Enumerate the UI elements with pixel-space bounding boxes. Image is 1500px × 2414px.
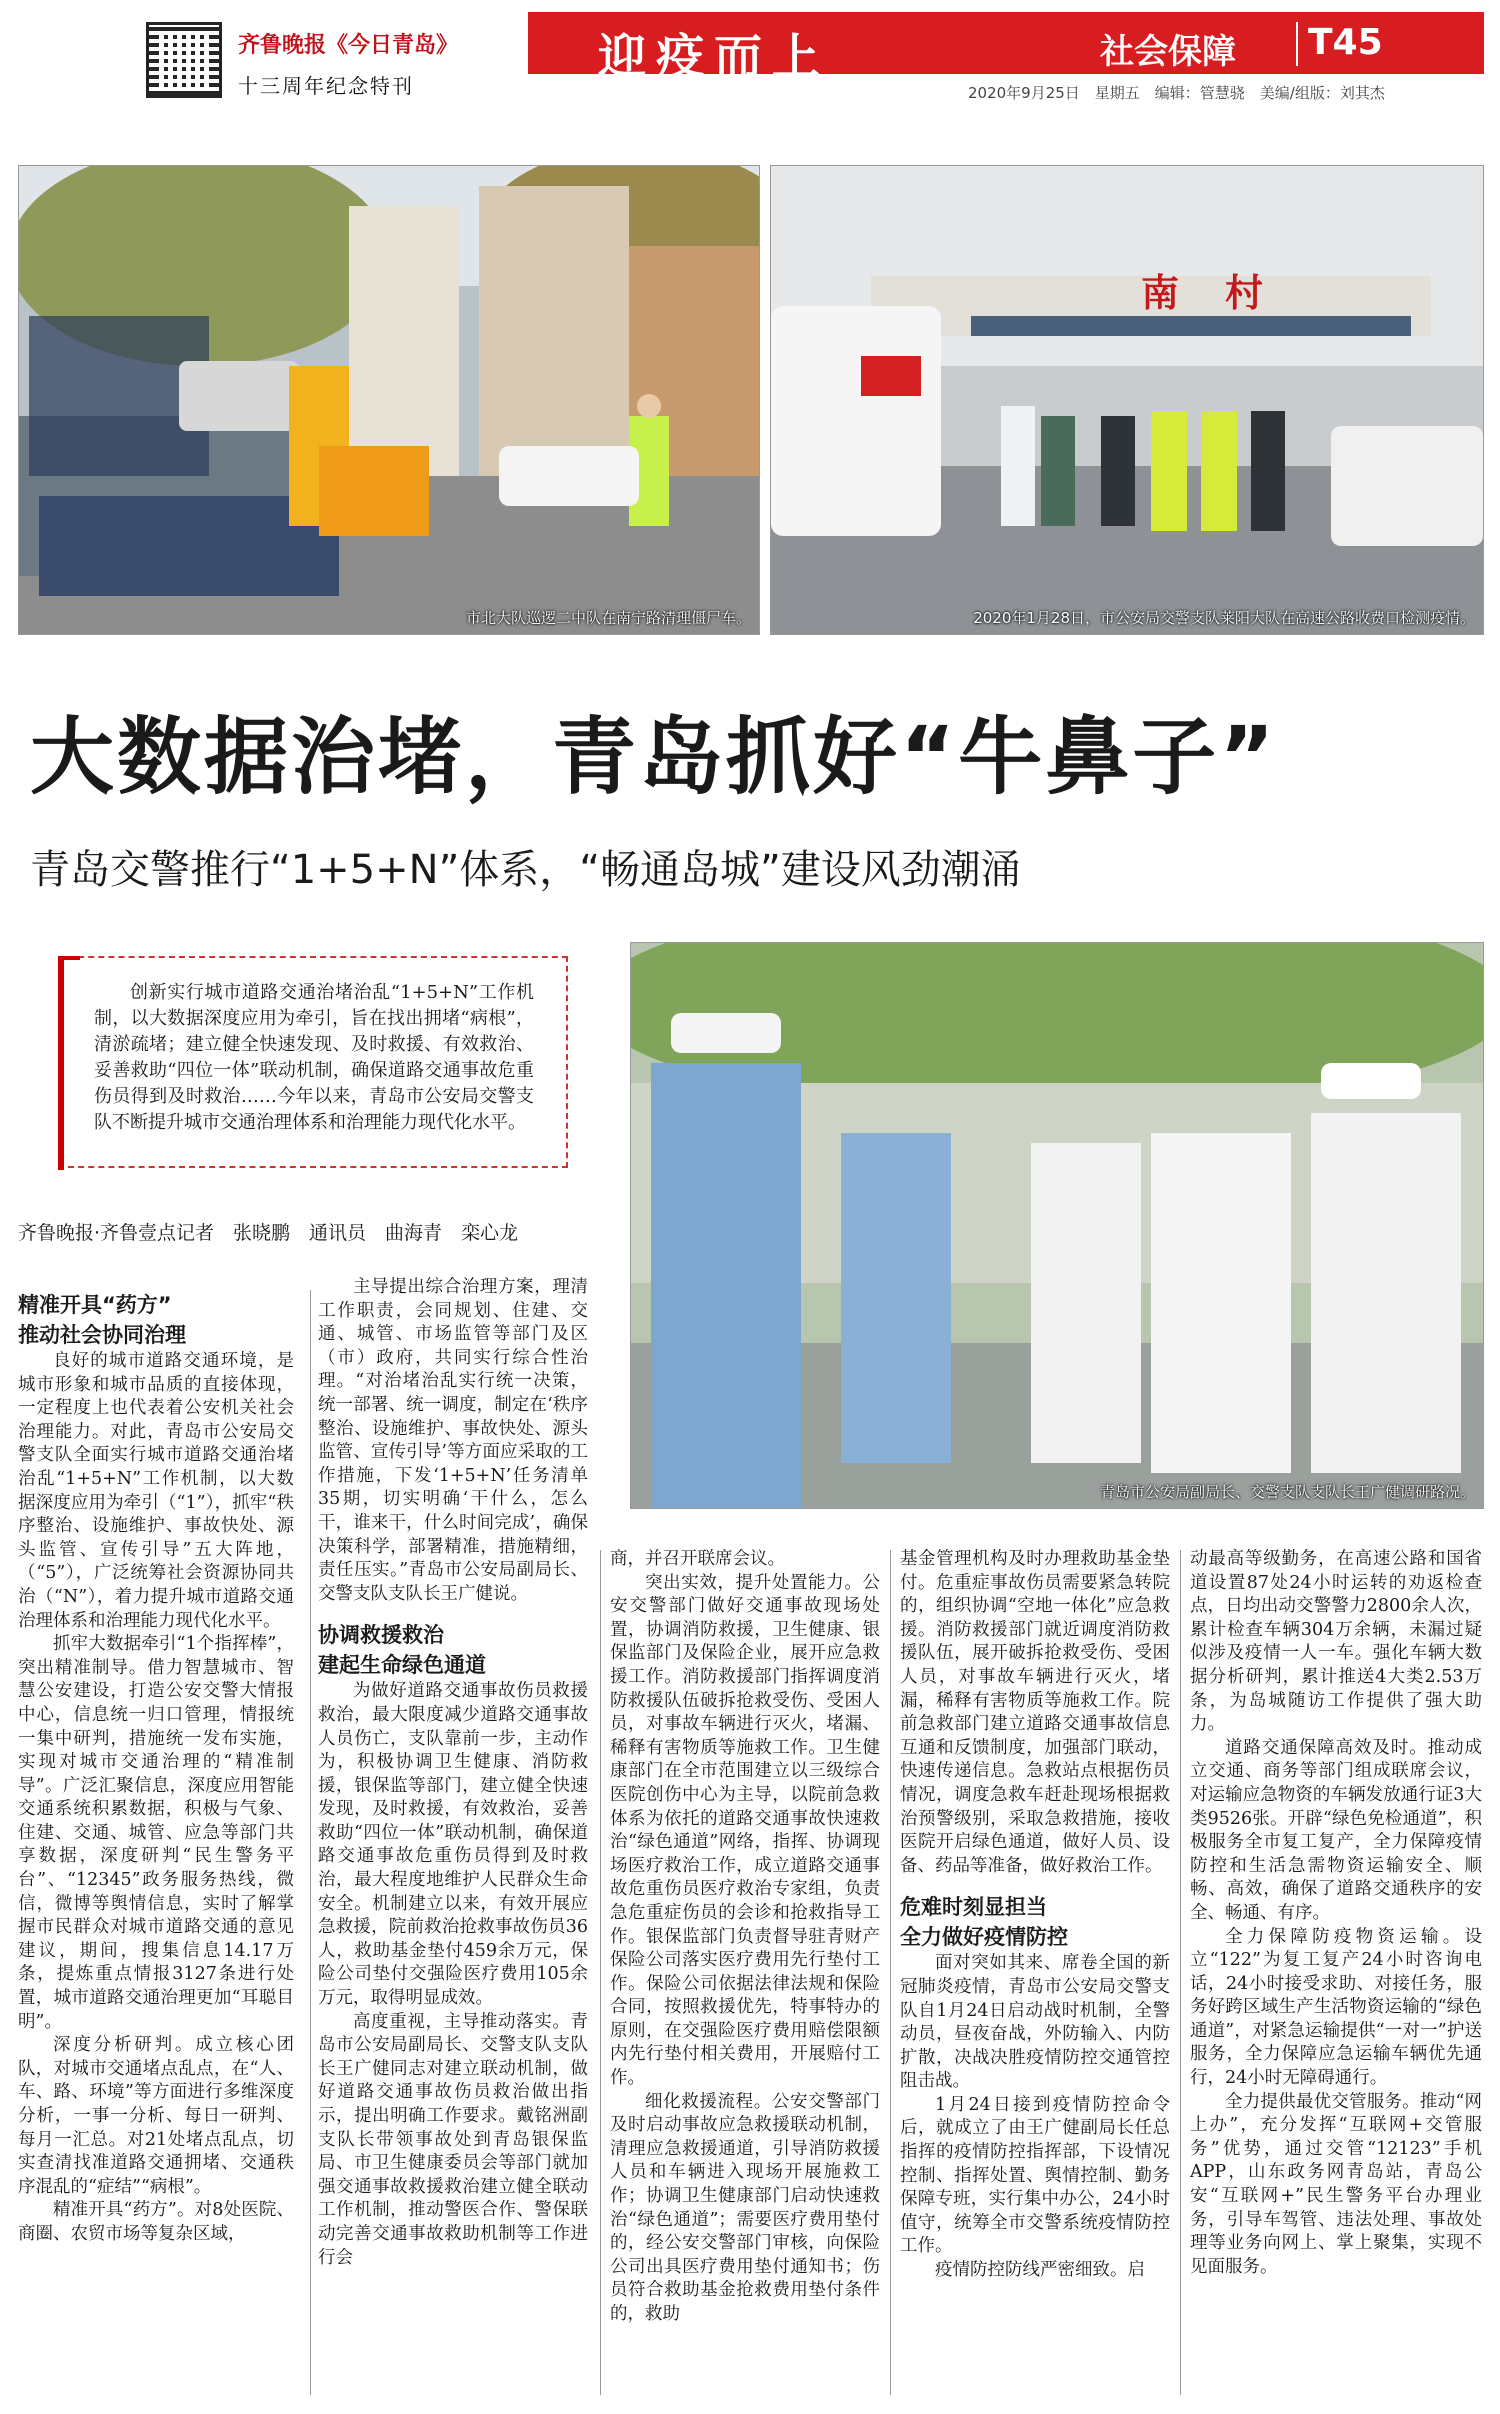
subheadline: 青岛交警推行“1+5+N”体系，“畅通岛城”建设风劲潮涌 (30, 847, 1021, 893)
byline: 齐鲁晚报·齐鲁壹点记者 张晓鹏 通讯员 曲海青 栾心龙 (18, 1222, 519, 1244)
photo-caption-tow: 市北大队巡逻二中队在南宁路清理僵尸车。 (465, 609, 751, 627)
column-rule (310, 1290, 311, 2395)
lead-text: 创新实行城市道路交通治堵治乱“1+5+N”工作机制，以大数据深度应用为牵引，旨在找出拥堵“病根”，清淤疏堵；建立健全快速发现、及时救援、有效救治、妥善救助“四位一体”联动机制，确保道路交通事故危重伤员得到及时救治……今年以来，青岛市公安局交警支队不断提升城市交通治理体系和治理能力现代化水平。 (94, 982, 534, 1133)
lead-box-accent (58, 956, 80, 1170)
article-column-1 (18, 1290, 294, 2400)
photo-officers (630, 942, 1484, 1509)
masthead-left (18, 12, 518, 108)
paragraph: 疫情防控防线严密细致。启 (935, 2260, 1145, 2281)
article-column-3 (610, 1548, 880, 2400)
section-title: 协调救援救治 (318, 1623, 444, 1648)
paragraph: 主导提出综合治理方案，理清工作职责，会同规划、住建、交通、城管、市场监管等部门及区（市）政府，共同实行综合性治理。“对治堵治乱实行统一决策，统一部署、统一调度，制定在‘秩序整治、设施维护、事故快处、源头监管、宣传引导’等方面应采取的工作措施，下发‘1+5+N’任务清单35期，切实明确‘干什么，怎么干，谁来干，什么时间完成’，确保决策科学，部署精准，措施精细，责任压实。”青岛市公安局副局长、交警支队支队长王广健说。 (318, 1277, 588, 1604)
column-rule (600, 1550, 601, 2395)
paragraph: 精准开具“药方”。对8处医院、商圈、农贸市场等复杂区域， (18, 2200, 294, 2244)
paragraph: 抓牢大数据牵引“1个指挥棒”，突出精准制导。借力智慧城市、智慧公安建设，打造公安交警大情报中心，信息统一归口管理，情报统一集中研判，措施统一发布实施，实现对城市交通治理的“精准制导”。广泛汇聚信息，深度应用智能交通系统积累数据，积极与气象、住建、交通、城管、应急等部门共享数据，深度研判“民生警务平台”、“12345”政务服务热线，微信，微博等舆情信息，实时了解掌握市民群众对城市道路交通的意见建议，期间，搜集信息14.17万条，提炼重点情报3127条进行处置，城市道路交通治理更加“耳聪目明”。 (18, 1634, 294, 2032)
headline: 大数据治堵，青岛抓好“牛鼻子” (30, 708, 1278, 806)
masthead-slogan: 迎疫而上 (598, 29, 831, 85)
photo-caption-checkpoint: 2020年1月28日，市公安局交警支队莱阳大队在高速公路收费口检测疫情。 (973, 609, 1475, 627)
paragraph: 高度重视，主导推动落实。青岛市公安局副局长、交警支队支队长王广健同志对建立联动机制，做好道路交通事故伤员救治做出指示，提出明确工作要求。戴铭洲副支队长带领事故处到青岛银保监局、市卫生健康委员会等部门就加强交通事故救援救治建立健全联动工作机制，推动警医合作、警保联动完善交通事故救助机制等工作进行会 (318, 2011, 588, 2268)
photo-caption-officers: 青岛市公安局副局长、交警支队支队长王广健调研路况。 (1099, 1483, 1475, 1501)
article-column-5 (1190, 1548, 1482, 2400)
page-number: T45 (1308, 22, 1383, 63)
photo-tow-truck (18, 165, 760, 635)
article-column-4 (900, 1548, 1170, 2400)
section-title: 危难时刻显担当 (900, 1895, 1047, 1920)
paragraph: 细化救援流程。公安交警部门及时启动事故应急救援联动机制，清理应急救援通道，引导消防救援人员和车辆进入现场开展施救工作；协调卫生健康部门启动快速救治“绿色通道”；需要医疗费用垫付的，经公安交警部门审核，向保险公司出具医疗费用垫付通知书；伤员符合救助基金抢救费用垫付条件的，救助 (610, 2091, 880, 2324)
checkpoint-scene-illustration (771, 166, 1483, 634)
section-name: 社会保障 (1100, 32, 1236, 72)
section-subtitle: 推动社会协同治理 (18, 1323, 186, 1347)
lead-box (58, 956, 568, 1168)
paragraph: 1月24日接到疫情防控命令后，就成立了由王广健副局长任总指挥的疫情防控指挥部，下设情况控制、指挥处置、舆情控制、勤务保障专班，实行集中办公，24小时值守，统筹全市交警系统疫情防控工作。 (900, 2094, 1170, 2257)
column-rule (890, 1550, 891, 2395)
column-rule (1180, 1550, 1181, 2395)
checkpoint-sign: 南 村 (1141, 270, 1268, 315)
section-subtitle: 全力做好疫情防控 (900, 1925, 1068, 1950)
brand-line: 齐鲁晚报《今日青岛》 (238, 33, 459, 58)
photo-checkpoint (770, 165, 1484, 635)
paragraph: 面对突如其来、席卷全国的新冠肺炎疫情，青岛市公安局交警支队自1月24日启动战时机制，全警动员，昼夜奋战，外防输入、内防扩散，决战决胜疫情防控交通管控阻击战。 (900, 1953, 1170, 2092)
qr-code-icon (146, 22, 222, 98)
paragraph: 为做好道路交通事故伤员救援救治，最大限度减少道路交通事故人员伤亡，支队靠前一步，主动作为，积极协调卫生健康、消防救援，银保监等部门，建立健全快速发现，及时救援，有效救治，妥善救助“四位一体”联动机制，确保道路交通事故危重伤员得到及时救治，最大程度地维护人民群众生命安全。机制建立以来，有效开展应急救援，院前救治抢救事故伤员36人，救助基金垫付459余万元，保险公司垫付交强险医疗费用105余万元，取得明显成效。 (318, 1681, 588, 2009)
paragraph: 全力提供最优交管服务。推动“网上办”，充分发挥“互联网+交管服务”优势，通过交管“12123”手机APP，山东政务网青岛站，青岛公安“互联网+”民生警务平台办理业务，引导车驾管、违法处理、事故处理等业务向网上、掌上聚集，实现不见面服务。 (1190, 2091, 1482, 2277)
paragraph: 基金管理机构及时办理救助基金垫付。危重症事故伤员需要紧急转院的，组织协调“空地一体化”应急救援。消防救援部门就近调度消防救援队伍，展开破拆抢救受伤、受困人员，对事故车辆进行灭火，堵漏，稀释有害物质等施救工作。院前急救部门建立道路交通事故信息互通和反馈制度，加强部门联动，快速传递信息。急救站点根据伤员情况，调度急救车赶赴现场根据救治预警级别，采取急救措施，接收医院开启绿色通道，做好人员、设备、药品等准备，做好救治工作。 (900, 1549, 1170, 1876)
masthead (18, 12, 1484, 108)
paragraph: 良好的城市道路交通环境，是城市形象和城市品质的直接体现，一定程度上也代表着公安机关社会治理能力。对此，青岛市公安局交警支队全面实行城市道路交通治堵治乱“1+5+N”工作机制，以大数据深度应用为牵引（“1”），抓牢“秩序整治、设施维护、事故快处、源头监管、宣传引导”五大阵地，（“5”），广泛统筹社会资源协同共治（“N”），着力提升城市道路交通治理体系和治理能力现代化水平。 (18, 1351, 294, 1631)
paragraph: 全力保障防疫物资运输。设立“122”为复工复产24小时咨询电话，24小时接受求助、对接任务，服务好跨区域生产生活物资运输的“绿色通道”，对紧急运输提供“一对一”护送服务，全力保障应急运输车辆优先通行，24小时无障碍通行。 (1190, 1926, 1482, 2089)
paragraph: 动最高等级勤务，在高速公路和国省道设置87处24小时运转的劝返检查点，日均出动交警警力2800余人次，累计检查车辆304万余辆，未漏过疑似涉及疫情一人一车。强化车辆大数据分析研判，累计推送4大类2.53万条，为岛城随访工作提供了强大助力。 (1190, 1549, 1482, 1735)
section-subtitle: 建起生命绿色通道 (318, 1653, 486, 1678)
officers-scene-illustration (631, 943, 1483, 1508)
tow-truck-scene-illustration (19, 166, 759, 634)
paragraph: 道路交通保障高效及时。推动成立交通、商务等部门组成联席会议，对运输应急物资的车辆发放通行证3大类9526张。开辟“绿色免检通道”，积极服务全市复工复产，全力保障疫情防控和生活急需物资运输安全、顺畅、高效，确保了道路交通秩序的安全、畅通、有序。 (1190, 1737, 1482, 1923)
paragraph: 商，并召开联席会议。 (610, 1549, 785, 1569)
paragraph: 突出实效，提升处置能力。公安交警部门做好交通事故现场处置，协调消防救援，卫生健康、银保监部门及保险企业，展开应急救援工作。消防救援部门指挥调度消防救援队伍破拆抢救受伤、受困人员，对事故车辆进行灭火，堵漏、稀释有害物质等施救工作。卫生健康部门在全市范围建立以三级综合医院创伤中心为主导，以院前急救体系为依托的道路交通事故快速救治“绿色通道”网络，指挥、协调现场医疗救治工作，成立道路交通事故危重伤员医疗救治专家组，负责急危重症伤员的会诊和抢救指导工作。银保监部门负责督导驻青财产保险公司落实医疗费用先行垫付工作。保险公司依据法律法规和保险合同，按照救援优先，特事特办的原则，在交强险医疗费用赔偿限额内先行垫付相关费用，开展赔付工作。 (610, 1572, 880, 2089)
masthead-divider (1296, 22, 1298, 66)
section-title: 精准开具“药方” (18, 1293, 172, 1317)
article-column-2 (318, 1276, 588, 2400)
anniversary-label: 十三周年纪念特刊 (238, 74, 414, 98)
issue-meta: 2020年9月25日 星期五 编辑：管慧骁 美编/组版：刘其杰 (968, 84, 1385, 102)
paragraph: 深度分析研判。成立核心团队，对城市交通堵点乱点，在“人、车、路、环境”等方面进行多维深度分析，一事一分析、每日一研判、每月一汇总。对21处堵点乱点，切实查清找准道路交通拥堵、交通秩序混乱的“症结”“病根”。 (18, 2035, 294, 2197)
